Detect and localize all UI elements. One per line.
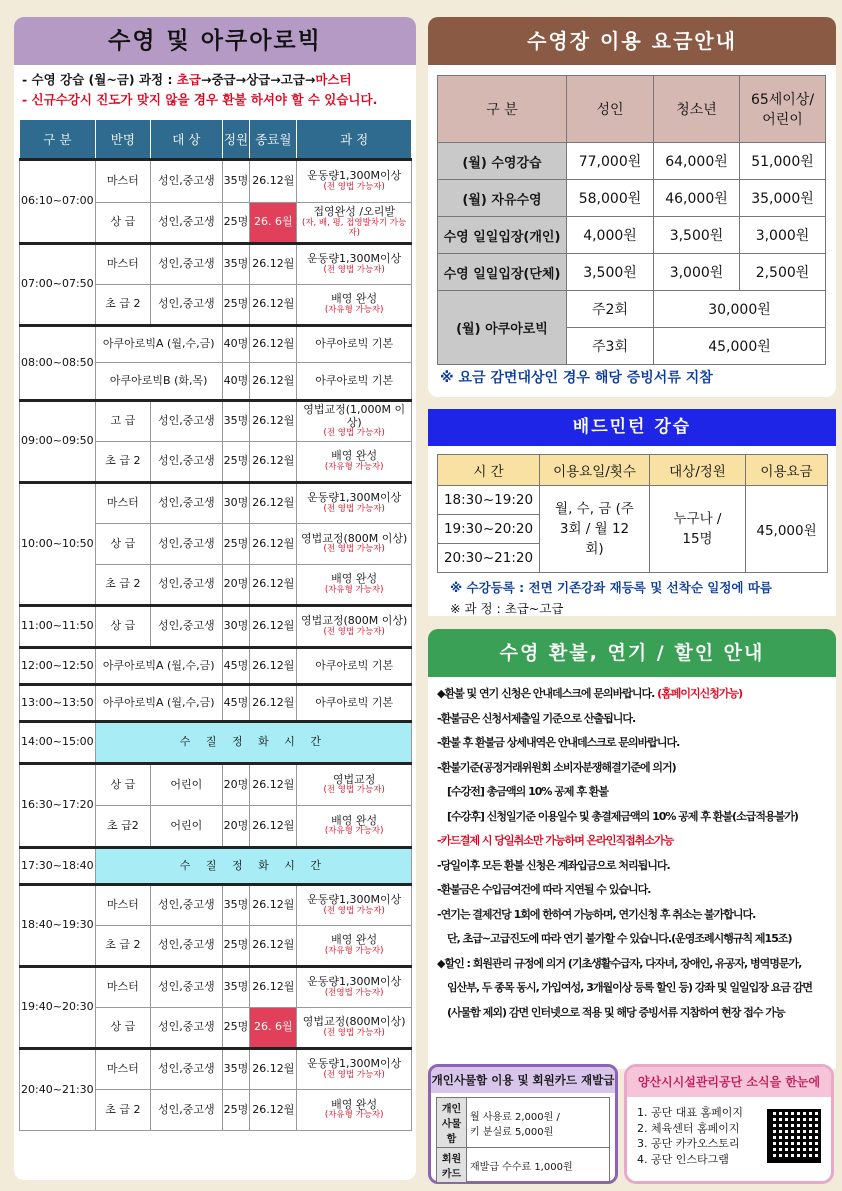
time-slot: 17:30~18:40	[20, 848, 96, 885]
swim-schedule-panel	[14, 17, 416, 1180]
fee-header: 성인	[567, 76, 654, 143]
class-target: 성인,중고생	[151, 203, 223, 244]
refund-line: -당일이후 모든 환불 신청은 계좌입금으로 처리됩니다.	[437, 858, 670, 872]
refund-list	[437, 682, 829, 1025]
class-capacity: 35명	[222, 160, 250, 203]
class-course	[297, 160, 412, 203]
course-note: (전영법 가능자)	[324, 987, 384, 998]
class-target: 성인,중고생	[151, 442, 223, 483]
schedule-header: 대 상	[151, 120, 223, 160]
course-note: (자유형 가능자)	[324, 826, 384, 837]
refund-line: -환불금은 신청서제출일 기준으로 산출됩니다.	[437, 711, 636, 725]
class-target: 성인,중고생	[151, 285, 223, 326]
class-end-month: 26.12월	[250, 764, 297, 806]
course-note: (전 영법 가능자)	[323, 1069, 385, 1080]
class-course	[297, 806, 412, 848]
fee-value: 3,000원	[654, 254, 740, 291]
class-end-month: 26. 6월	[250, 203, 297, 244]
class-end-month: 26.12월	[250, 483, 297, 524]
refund-line: ◆할인 : 회원관리 규정에 의거 (기초생활수급자, 다자녀, 장애인, 유공자, 병역명문가,	[437, 956, 802, 970]
refund-line: -환불기준(공정거래위원회 소비자분쟁해결기준에 의거)	[437, 760, 676, 774]
badminton-course-note: ※ 과 정 : 초급~고급	[450, 601, 564, 616]
class-target: 성인,중고생	[151, 1090, 223, 1131]
schedule-header: 정원	[222, 120, 250, 160]
course-text: 배영 완성	[331, 572, 378, 586]
refund-line: [수강후] 신청일기준 이용일수 및 총결제금액의 10% 공제 후 환불(소급적용불가)	[447, 809, 798, 823]
class-end-month: 26.12월	[250, 565, 297, 606]
refund-line: -환불금은 수입금여건에 따라 지연될 수 있습니다.	[437, 883, 651, 896]
class-target: 성인,중고생	[151, 926, 223, 967]
refund-line: -연기는 결제건당 1회에 한하여 가능하며, 연기신청 후 취소는 불가합니다.	[437, 907, 756, 921]
locker-table	[436, 1097, 610, 1183]
fee-row-label: (월) 수영강습	[438, 143, 567, 180]
class-end-month: 26.12월	[250, 524, 297, 565]
time-slot: 16:30~17:20	[20, 764, 96, 848]
badminton-days: 월, 수, 금 (주3회 / 월 12회)	[540, 486, 650, 573]
schedule-row	[20, 967, 412, 1008]
class-end-month: 26.12월	[250, 1049, 297, 1090]
course-text: 아쿠아로빅 기본	[315, 337, 394, 351]
schedule-title: 수영 및 아쿠아로빅	[14, 17, 416, 65]
class-capacity: 20명	[222, 764, 250, 806]
class-capacity: 45명	[222, 648, 250, 685]
fee-row-label: (월) 아쿠아로빅	[438, 291, 567, 365]
class-course	[297, 524, 412, 565]
fee-header: 65세이상/ 어린이	[740, 76, 826, 143]
course-note: (자유형 가능자)	[324, 461, 384, 472]
class-end-month: 26. 6월	[250, 1008, 297, 1049]
fee-value: 58,000원	[567, 180, 654, 217]
news-item[interactable]: 4. 공단 인스타그램	[637, 1152, 729, 1166]
water-purification-time: 수 질 정 화 시 간	[95, 722, 411, 764]
time-slot: 06:10~07:00	[20, 160, 96, 244]
course-note: (전 영법 가능자)	[323, 181, 385, 192]
class-capacity: 35명	[222, 1049, 250, 1090]
class-name: 마스터	[95, 967, 150, 1008]
class-name: 초 급 2	[95, 285, 150, 326]
class-target: 성인,중고생	[151, 1008, 223, 1049]
course-text: 운동량1,300M이상	[307, 491, 402, 505]
news-item[interactable]: 2. 체육센터 홈페이지	[637, 1121, 740, 1135]
class-course	[297, 244, 412, 285]
fee-header: 구 분	[438, 76, 567, 143]
class-target: 성인,중고생	[151, 524, 223, 565]
class-course	[297, 885, 412, 926]
refund-line: [수강전] 총금액의 10% 공제 후 환불	[447, 785, 609, 798]
course-text: 배영 완성	[331, 1097, 378, 1111]
class-end-month: 26.12월	[250, 285, 297, 326]
class-course	[297, 401, 412, 442]
class-end-month: 26.12월	[250, 926, 297, 967]
class-target: 성인,중고생	[151, 606, 223, 648]
course-text: 배영 완성	[331, 933, 378, 947]
schedule-row	[20, 722, 412, 764]
schedule-row	[20, 764, 412, 806]
badminton-header: 이용요일/횟수	[540, 455, 650, 486]
schedule-row	[20, 848, 412, 885]
course-note: (전 영법 가능자)	[323, 1027, 385, 1038]
class-end-month: 26.12월	[250, 806, 297, 848]
course-text: 영법교정(800M 이상)	[301, 614, 408, 628]
news-title: 양산시시설관리공단 소식을 한눈에	[627, 1067, 831, 1097]
fee-value: 주3회	[567, 328, 654, 365]
time-slot: 09:00~09:50	[20, 401, 96, 483]
fee-value: 45,000원	[654, 328, 826, 365]
course-note: (전 영법 가능자)	[323, 626, 385, 637]
badminton-panel	[428, 409, 836, 616]
schedule-table	[19, 119, 412, 1131]
schedule-row	[20, 401, 412, 442]
class-target: 성인,중고생	[151, 244, 223, 285]
time-slot: 11:00~11:50	[20, 606, 96, 648]
course-text: 운동량1,300M이상	[307, 975, 402, 989]
class-end-month: 26.12월	[250, 442, 297, 483]
fee-value: 35,000원	[740, 180, 826, 217]
card-label: 회원 카드	[437, 1148, 467, 1183]
class-end-month: 26.12월	[250, 160, 297, 203]
class-name: 초 급2	[95, 806, 150, 848]
news-item[interactable]: 1. 공단 대표 홈페이지	[637, 1106, 743, 1119]
class-capacity: 40명	[222, 326, 250, 363]
course-text: 운동량1,300M이상	[307, 893, 402, 907]
refund-line: -환불 후 환불금 상세내역은 안내데스크로 문의바랍니다.	[437, 736, 680, 749]
course-text: 운동량1,300M이상	[307, 252, 402, 266]
class-course	[297, 1008, 412, 1049]
class-course	[297, 606, 412, 648]
class-name: 마스터	[95, 483, 150, 524]
fee-row-label: (월) 자유수영	[438, 180, 567, 217]
class-course	[297, 442, 412, 483]
badminton-target: 누구나 / 15명	[650, 486, 746, 573]
fee-value: 3,000원	[740, 217, 826, 254]
news-box	[624, 1064, 834, 1184]
fee-value: 4,000원	[567, 217, 654, 254]
class-name: 마스터	[95, 1049, 150, 1090]
qr-code-icon[interactable]	[767, 1109, 821, 1163]
class-target: 성인,중고생	[151, 967, 223, 1008]
locker-label: 개인 사물 함	[437, 1098, 467, 1148]
time-slot: 18:40~19:30	[20, 885, 96, 967]
fee-value: 64,000원	[654, 143, 740, 180]
class-course	[297, 1090, 412, 1131]
badminton-time: 18:30~19:20	[438, 486, 540, 515]
fee-title: 수영장 이용 요금안내	[428, 17, 836, 65]
class-capacity: 20명	[222, 565, 250, 606]
time-slot: 12:00~12:50	[20, 648, 96, 685]
fee-value: 3,500원	[654, 217, 740, 254]
fee-value: 30,000원	[654, 291, 826, 328]
class-capacity: 25명	[222, 524, 250, 565]
class-capacity: 25명	[222, 203, 250, 244]
fee-value: 2,500원	[740, 254, 826, 291]
class-capacity: 25명	[222, 926, 250, 967]
class-course	[297, 203, 412, 244]
class-name: 상 급	[95, 524, 150, 565]
class-course	[297, 764, 412, 806]
locker-title: 개인사물함 이용 및 회원카드 재발급	[431, 1067, 615, 1093]
water-purification-time: 수 질 정 화 시 간	[95, 848, 411, 885]
refund-line: 단, 초급~고급진도에 따라 연기 불가할 수 있습니다.(운영조례시행규칙 제15조)	[447, 932, 792, 945]
class-end-month: 26.12월	[250, 885, 297, 926]
class-target: 성인,중고생	[151, 565, 223, 606]
class-target: 성인,중고생	[151, 483, 223, 524]
class-course	[297, 648, 412, 685]
course-text: 영법교정(800M이상)	[302, 1015, 406, 1029]
class-end-month: 26.12월	[250, 606, 297, 648]
refund-line: (사물함 제외) 감면 인터넷으로 적용 및 해당 증빙서류 지참하여 현장 접수 가능	[447, 1005, 785, 1019]
class-capacity: 35명	[222, 401, 250, 442]
course-text: 운동량1,300M이상	[307, 1057, 402, 1071]
class-target: 성인,중고생	[151, 1049, 223, 1090]
class-capacity: 25명	[222, 285, 250, 326]
news-list	[637, 1105, 743, 1167]
fee-panel	[428, 17, 836, 397]
class-end-month: 26.12월	[250, 401, 297, 442]
class-target: 성인,중고생	[151, 885, 223, 926]
class-capacity: 25명	[222, 1008, 250, 1049]
class-end-month: 26.12월	[250, 685, 297, 722]
refund-line: 임산부, 두 종목 동시, 가입여성, 3개월이상 등록 할인 등) 강좌 및 일일입장 요금 감면	[447, 981, 813, 994]
schedule-header: 반명	[95, 120, 150, 160]
class-capacity: 25명	[222, 1090, 250, 1131]
course-text: 영법교정	[332, 772, 376, 786]
refund-panel	[428, 629, 836, 1069]
schedule-row	[20, 885, 412, 926]
class-end-month: 26.12월	[250, 967, 297, 1008]
schedule-row	[20, 606, 412, 648]
locker-fees: 월 사용료 2,000원 / 키 분실료 5,000원	[467, 1098, 610, 1148]
course-note: (전 영법 가능자)	[323, 503, 385, 514]
badminton-header: 이용요금	[746, 455, 828, 486]
fee-row-label: 수영 일일입장(단체)	[438, 254, 567, 291]
time-slot: 07:00~07:50	[20, 244, 96, 326]
schedule-row	[20, 685, 412, 722]
fee-value: 51,000원	[740, 143, 826, 180]
badminton-title: 배드민턴 강습	[428, 409, 836, 446]
class-capacity: 30명	[222, 483, 250, 524]
class-name: 상 급	[95, 606, 150, 648]
class-course	[297, 967, 412, 1008]
course-note: (전 영법 가능자)	[323, 905, 385, 916]
badminton-fee: 45,000원	[746, 486, 828, 573]
fee-row-label: 수영 일일입장(개인)	[438, 217, 567, 254]
fee-value: 46,000원	[654, 180, 740, 217]
class-name: 상 급	[95, 203, 150, 244]
news-item[interactable]: 3. 공단 카카오스토리	[637, 1137, 740, 1150]
course-note: (자유형 가능자)	[324, 945, 384, 956]
course-note: (자유형 가능자)	[324, 304, 384, 315]
class-capacity: 40명	[222, 363, 250, 401]
class-name: 초 급 2	[95, 926, 150, 967]
refund-line: ◆환불 및 연기 신청은 안내데스크에 문의바랍니다. (홈페이지신청가능)	[437, 687, 743, 700]
course-note: (전 영법 가능자)	[323, 544, 385, 555]
class-target: 성인,중고생	[151, 160, 223, 203]
badminton-header: 시 간	[438, 455, 540, 486]
schedule-row	[20, 160, 412, 203]
locker-box	[428, 1064, 618, 1184]
class-course	[297, 483, 412, 524]
course-text: 영법교정(800M 이상)	[301, 531, 408, 545]
card-fee: 재발급 수수료 1,000원	[467, 1148, 610, 1183]
schedule-row	[20, 483, 412, 524]
fee-value: 3,500원	[567, 254, 654, 291]
schedule-row	[20, 1049, 412, 1090]
class-name: 초 급 2	[95, 1090, 150, 1131]
schedule-row	[20, 244, 412, 285]
class-target: 어린이	[151, 764, 223, 806]
class-name: 초 급 2	[95, 442, 150, 483]
class-name: 아쿠아로빅A (월,수,금)	[95, 648, 222, 685]
course-text: 영법교정(1,000M 이상)	[303, 402, 406, 429]
fee-value: 주2회	[567, 291, 654, 328]
schedule-row	[20, 326, 412, 363]
class-course	[297, 926, 412, 967]
class-course	[297, 326, 412, 363]
class-target: 어린이	[151, 806, 223, 848]
course-text: 접영완성 /오리발	[313, 205, 395, 219]
class-name: 마스터	[95, 160, 150, 203]
class-capacity: 30명	[222, 606, 250, 648]
class-course	[297, 1049, 412, 1090]
time-slot: 10:00~10:50	[20, 483, 96, 606]
course-text: 배영 완성	[331, 292, 378, 306]
class-name: 아쿠아로빅A (월,수,금)	[95, 326, 222, 363]
course-text: 아쿠아로빅 기본	[315, 373, 394, 387]
class-name: 아쿠아로빅A (월,수,금)	[95, 685, 222, 722]
course-text: 배영 완성	[331, 813, 378, 827]
fee-note: ※ 요금 감면대상인 경우 해당 증빙서류 지참	[440, 370, 713, 386]
class-end-month: 26.12월	[250, 326, 297, 363]
class-end-month: 26.12월	[250, 363, 297, 401]
course-note: (전 영법 가능자)	[323, 264, 385, 275]
class-name: 마스터	[95, 244, 150, 285]
schedule-header: 종료월	[250, 120, 297, 160]
class-course	[297, 685, 412, 722]
class-end-month: 26.12월	[250, 1090, 297, 1131]
class-name: 고 급	[95, 401, 150, 442]
fee-table	[437, 75, 826, 365]
badminton-header: 대상/정원	[650, 455, 746, 486]
class-course	[297, 285, 412, 326]
refund-line: -카드결제 시 당일취소만 가능하며 온라인직접취소가능	[437, 834, 674, 847]
class-target: 성인,중고생	[151, 401, 223, 442]
course-text: 아쿠아로빅 기본	[315, 658, 394, 672]
class-end-month: 26.12월	[250, 244, 297, 285]
course-progression: - 수영 강습 (월~금) 과정 : 초급→중급→상급→고급→마스터	[22, 72, 352, 87]
class-course	[297, 565, 412, 606]
class-capacity: 35명	[222, 967, 250, 1008]
course-note: (전 영법 가능자)	[323, 785, 385, 796]
time-slot: 19:40~20:30	[20, 967, 96, 1049]
class-name: 아쿠아로빅B (화,목)	[95, 363, 222, 401]
class-capacity: 45명	[222, 685, 250, 722]
class-course	[297, 363, 412, 401]
schedule-header: 구 분	[20, 120, 96, 160]
class-capacity: 20명	[222, 806, 250, 848]
class-capacity: 25명	[222, 442, 250, 483]
badminton-time: 20:30~21:20	[438, 544, 540, 573]
time-slot: 14:00~15:00	[20, 722, 96, 764]
course-note: (전 영법 가능자)	[323, 428, 385, 439]
class-capacity: 35명	[222, 244, 250, 285]
refund-title: 수영 환불, 연기 / 할인 안내	[428, 629, 836, 677]
class-name: 상 급	[95, 1008, 150, 1049]
course-text: 아쿠아로빅 기본	[315, 695, 394, 709]
fee-header: 청소년	[654, 76, 740, 143]
time-slot: 08:00~08:50	[20, 326, 96, 401]
time-slot: 20:40~21:30	[20, 1049, 96, 1131]
refund-warning: - 신규수강시 진도가 맞지 않을 경우 환불 하셔야 할 수 있습니다.	[22, 92, 378, 107]
badminton-table	[437, 454, 828, 573]
class-capacity: 35명	[222, 885, 250, 926]
schedule-row	[20, 648, 412, 685]
course-text: 운동량1,300M이상	[307, 169, 402, 183]
fee-value: 77,000원	[567, 143, 654, 180]
schedule-header: 과 정	[297, 120, 412, 160]
course-text: 배영 완성	[331, 449, 378, 463]
badminton-registration-note: ※ 수강등록 : 전면 기존강좌 재등록 및 선착순 일정에 따름	[450, 580, 772, 595]
course-note: (자유형 가능자)	[324, 584, 384, 595]
badminton-time: 19:30~20:20	[438, 515, 540, 544]
class-name: 상 급	[95, 764, 150, 806]
class-name: 초 급 2	[95, 565, 150, 606]
class-end-month: 26.12월	[250, 648, 297, 685]
course-note: (자유형 가능자)	[324, 1110, 384, 1121]
class-name: 마스터	[95, 885, 150, 926]
course-note: (자, 배, 평, 접영발차기 가능자)	[302, 218, 407, 238]
time-slot: 13:00~13:50	[20, 685, 96, 722]
